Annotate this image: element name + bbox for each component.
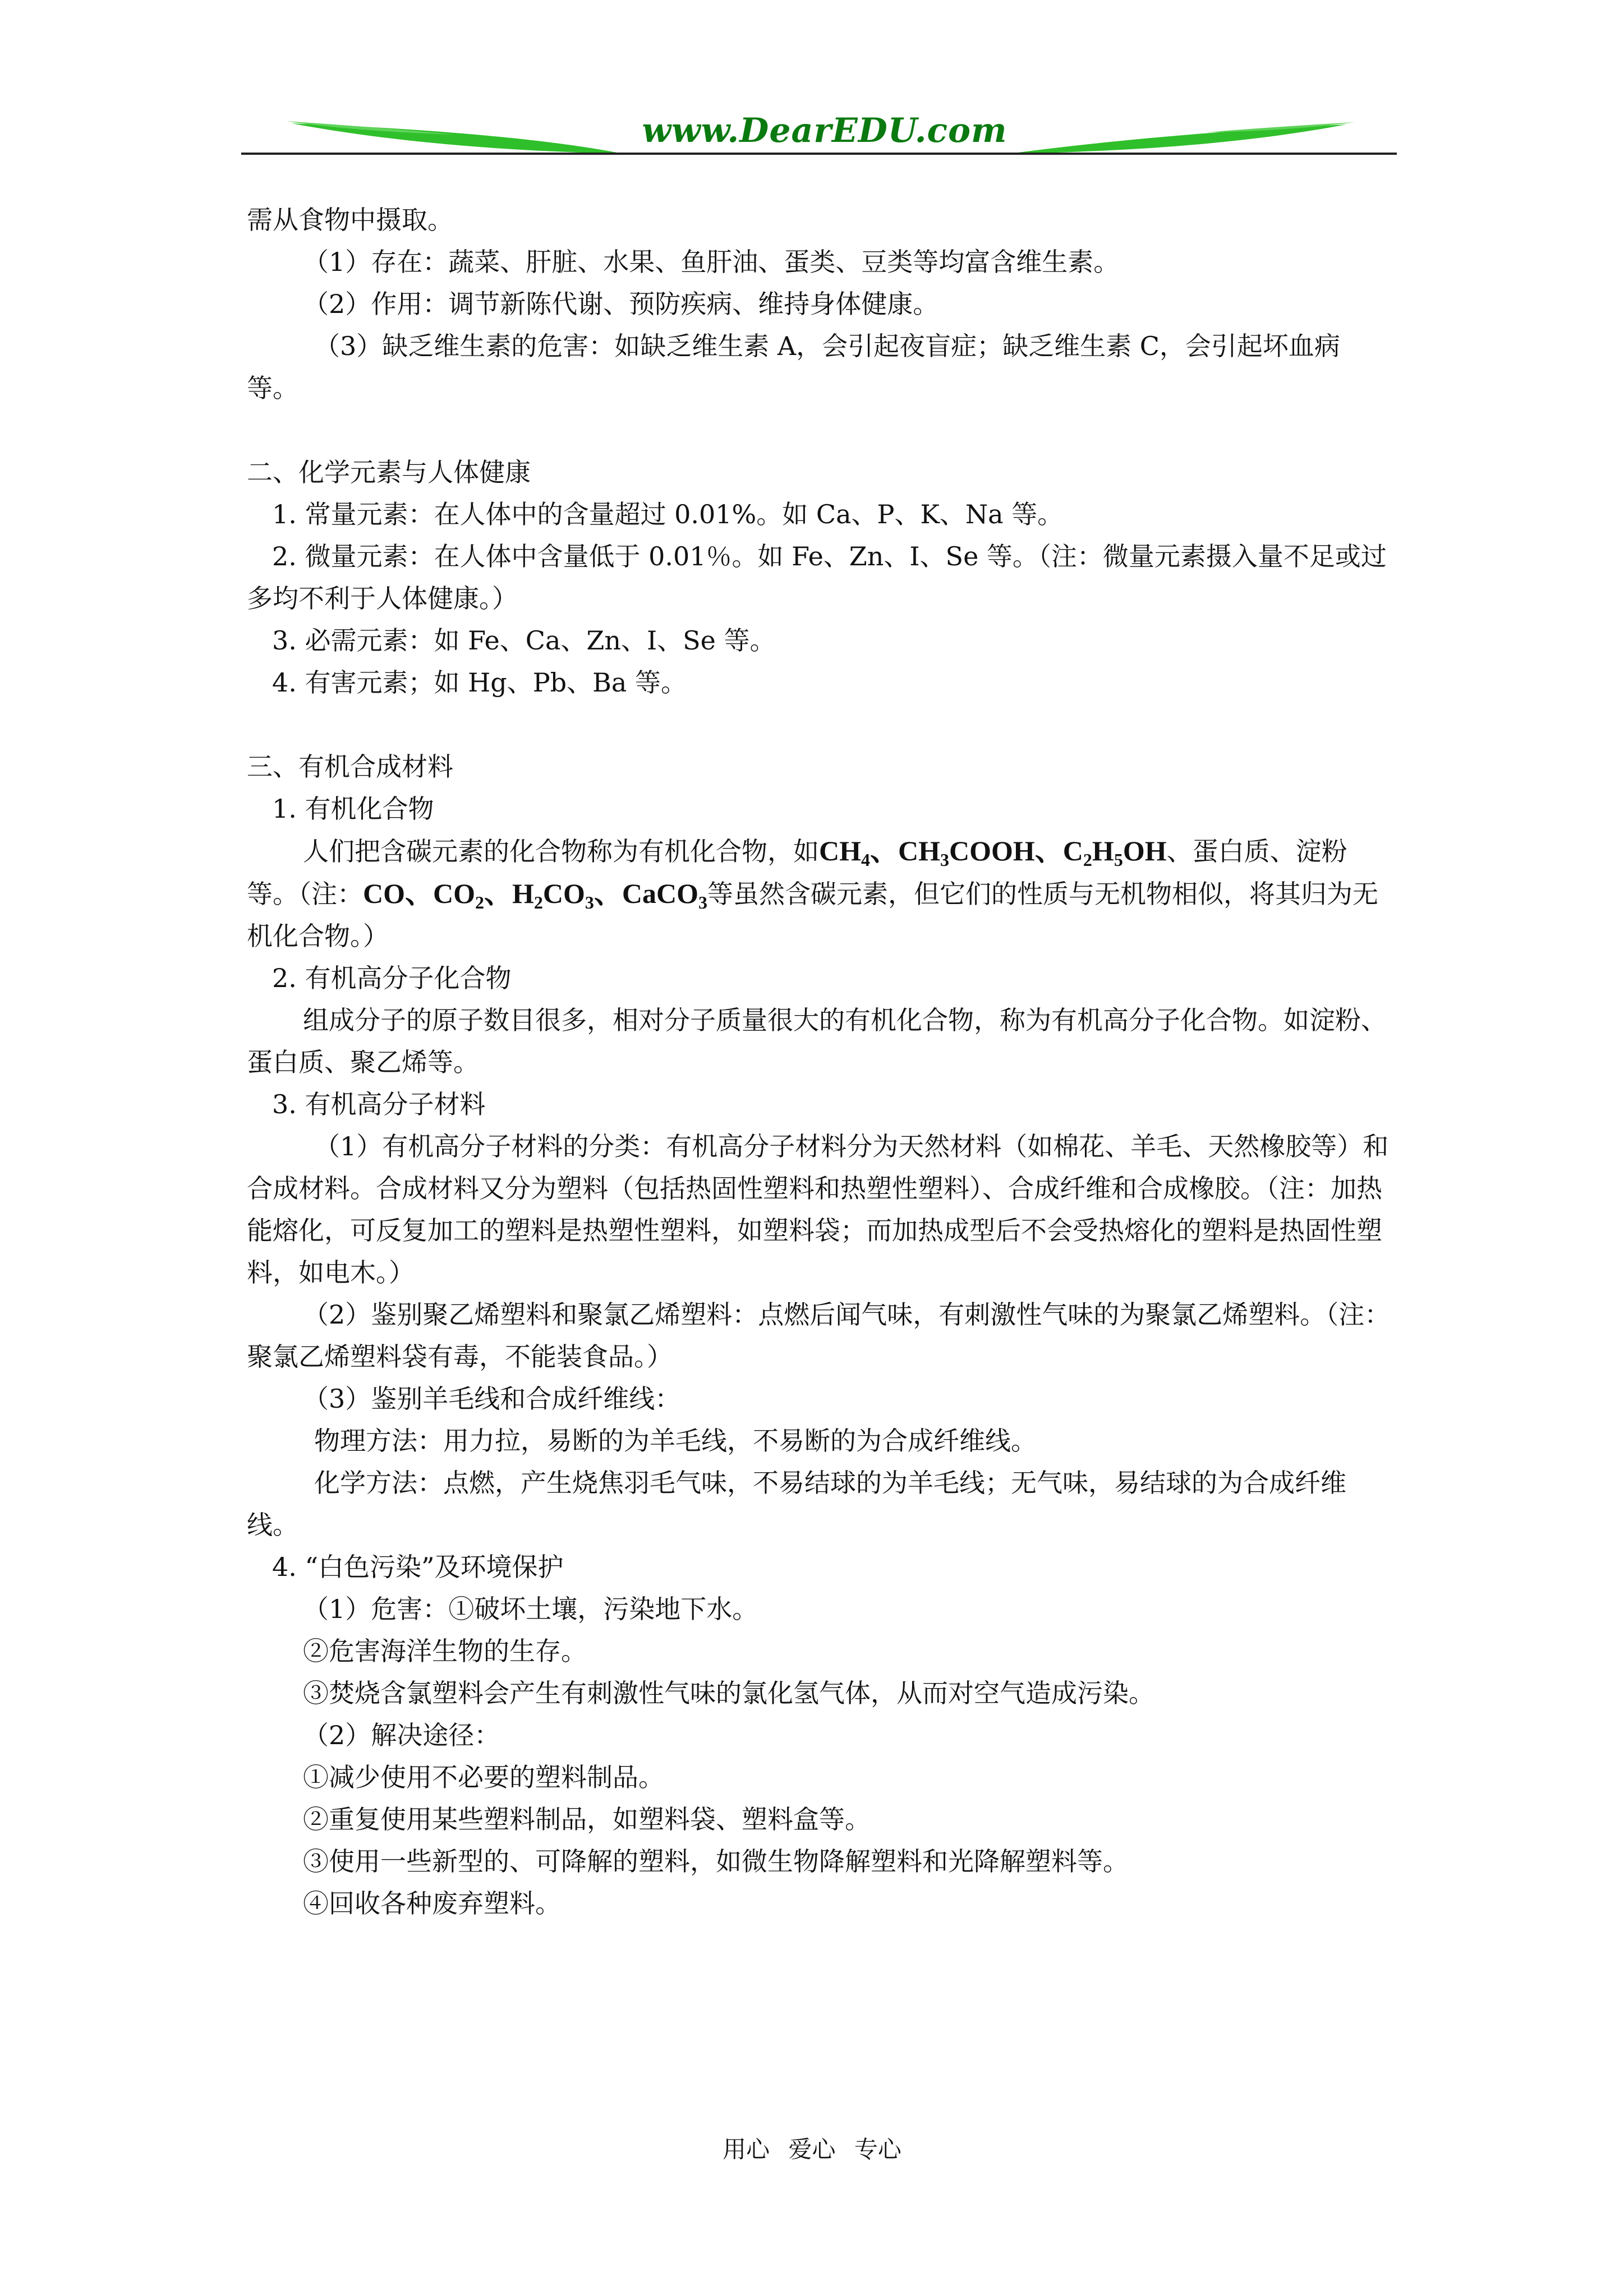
paragraph-organic-compounds bbox=[247, 830, 1391, 957]
paragraph: 需从食物中摄取。 bbox=[247, 205, 453, 235]
text-run: 等虽然含碳元素，但它们的性质与无机物相似，将其归为无机化合物。） bbox=[247, 879, 1379, 951]
list-item: 3. 有机高分子材料 bbox=[272, 1089, 486, 1119]
paragraph: （2）作用：调节新陈代谢、预防疾病、维持身体健康。 bbox=[303, 289, 939, 319]
list-item: 3. 必需元素：如 Fe、Ca、Zn、I、Se 等。 bbox=[272, 625, 776, 656]
formula-co: CO bbox=[363, 878, 405, 909]
separator: 、 bbox=[870, 835, 898, 866]
page-footer: 用心 爱心 专心 bbox=[723, 2136, 901, 2163]
list-item: 2. 有机高分子化合物 bbox=[272, 963, 512, 993]
text-run: 、蛋白质、淀粉等。（注： bbox=[247, 836, 1347, 909]
formula-co2: $CO_2$ bbox=[433, 878, 484, 912]
paragraph: （1）存在：蔬菜、肝脏、水果、鱼肝油、蛋类、豆类等均富含维生素。 bbox=[303, 247, 1120, 277]
paragraph: ④回收各种废弃塑料。 bbox=[303, 1888, 561, 1919]
paragraph: ①减少使用不必要的塑料制品。 bbox=[303, 1762, 664, 1792]
paragraph: ②危害海洋生物的生存。 bbox=[303, 1636, 587, 1666]
paragraph: 组成分子的原子数目很多，相对分子质量很大的有机化合物，称为有机高分子化合物。如淀粉、蛋白质、聚乙烯等。 bbox=[247, 1005, 1387, 1077]
section-heading: 三、有机合成材料 bbox=[247, 751, 453, 782]
header-rule bbox=[241, 153, 1397, 155]
list-item: 2. 微量元素：在人体中含量低于 0.01％。如 Fe、Zn、I、Se 等。（注：微量元素摄入量不足或过多均不利于人体健康。） bbox=[247, 541, 1387, 614]
list-item: 1. 有机化合物 bbox=[272, 794, 434, 824]
list-item: 1. 常量元素：在人体中的含量超过 0.01%。如 Ca、P、K、Na 等。 bbox=[272, 499, 1064, 529]
paragraph: （2）鉴别聚乙烯塑料和聚氯乙烯塑料：点燃后闻气味，有刺激性气味的为聚氯乙烯塑料。（注：聚氯乙烯塑料袋有毒，不能装食品。） bbox=[247, 1299, 1391, 1372]
list-item: 4. “白色污染”及环境保护 bbox=[272, 1552, 564, 1582]
spacer bbox=[247, 704, 1391, 746]
spacer bbox=[247, 409, 1391, 451]
paragraph: ③使用一些新型的、可降解的塑料，如微生物降解塑料和光降解塑料等。 bbox=[303, 1846, 1129, 1877]
right-swoosh bbox=[1010, 125, 1346, 154]
site-logo-text: www.DearEDU.com bbox=[642, 111, 1007, 150]
paragraph: ③焚烧含氯塑料会产生有刺激性气味的氯化氢气体，从而对空气造成污染。 bbox=[303, 1678, 1154, 1708]
separator: 、 bbox=[1034, 835, 1063, 866]
paragraph: （3）缺乏维生素的危害：如缺乏维生素 A，会引起夜盲症；缺乏维生素 C，会引起坏血病等。 bbox=[247, 331, 1340, 403]
paragraph: 化学方法：点燃，产生烧焦羽毛气味，不易结球的为羊毛线；无气味，易结球的为合成纤维线。 bbox=[247, 1468, 1346, 1540]
paragraph: （3）鉴别羊毛线和合成纤维线： bbox=[303, 1384, 681, 1414]
formula-ch4: $CH_4$ bbox=[819, 835, 870, 870]
formula-ethanol: $C_2H_5OH$ bbox=[1062, 835, 1167, 870]
list-item: 4. 有害元素；如 Hg、Pb、Ba 等。 bbox=[272, 667, 687, 698]
formula-h2co3: $H_2CO_3$ bbox=[512, 878, 594, 912]
separator: 、 bbox=[594, 878, 622, 909]
left-swoosh bbox=[292, 123, 623, 154]
formula-acetic-acid: $CH_3COOH$ bbox=[898, 835, 1035, 870]
separator: 、 bbox=[405, 878, 433, 909]
document-body bbox=[247, 199, 1391, 1925]
paragraph: （1）危害：①破坏土壤，污染地下水。 bbox=[303, 1594, 758, 1624]
text-run: 人们把含碳元素的化合物称为有机化合物，如 bbox=[303, 836, 819, 866]
separator: 、 bbox=[484, 878, 512, 909]
paragraph: （1）有机高分子材料的分类：有机高分子材料分为天然材料（如棉花、羊毛、天然橡胶等）和合成材料。合成材料又分为塑料（包括热固性塑料和热塑性塑料）、合成纤维和合成橡胶。（注：加热能熔化，可反复加工的塑料是热塑性塑料，如塑料袋；而加热成型后不会受热熔化的塑料是热固性塑料，如电木。） bbox=[247, 1131, 1389, 1288]
paragraph: （2）解决途径： bbox=[303, 1720, 500, 1750]
section-heading: 二、化学元素与人体健康 bbox=[247, 457, 531, 487]
paragraph: ②重复使用某些塑料制品，如塑料袋、塑料盒等。 bbox=[303, 1804, 871, 1834]
formula-caco3: CaCO$_3$ bbox=[622, 878, 708, 912]
paragraph: 物理方法：用力拉，易断的为羊毛线，不易断的为合成纤维线。 bbox=[314, 1426, 1037, 1456]
